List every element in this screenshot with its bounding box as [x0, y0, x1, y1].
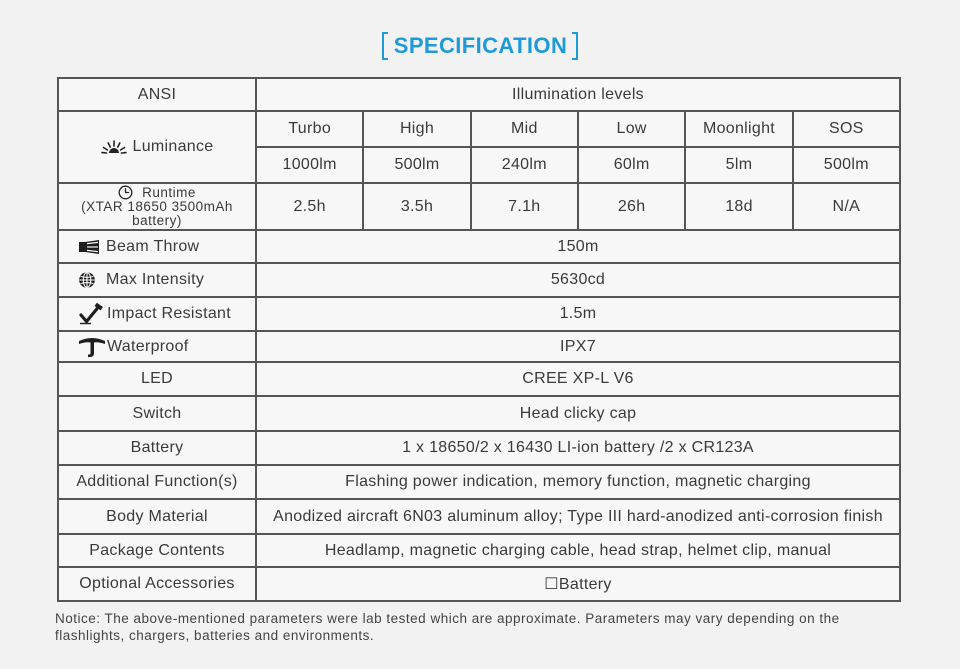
battery-value: 1 x 18650/2 x 16430 LI-ion battery /2 x CR123A — [257, 432, 899, 464]
waterproof-icon — [78, 336, 106, 358]
beam-throw-label: Beam Throw — [106, 237, 200, 255]
battery-label: Battery — [59, 432, 255, 464]
mode-mid: Mid — [472, 112, 577, 146]
luminance-moonlight: 5lm — [686, 148, 791, 182]
runtime-mid: 7.1h — [472, 184, 577, 229]
runtime-moonlight: 18d — [686, 184, 791, 229]
impact-icon — [78, 303, 104, 325]
spec-table — [57, 77, 901, 602]
beam-throw-value: 150m — [257, 231, 899, 262]
switch-value: Head clicky cap — [257, 397, 899, 430]
led-label: LED — [59, 363, 255, 395]
beam-icon — [78, 239, 100, 255]
luminance-label-cell — [59, 112, 255, 182]
runtime-label: Runtime — [142, 184, 196, 200]
body-material-value: Anodized aircraft 6N03 aluminum alloy; Type III hard-anodized anti-corrosion finish — [257, 500, 899, 533]
package-contents-value: Headlamp, magnetic charging cable, head strap, helmet clip, manual — [257, 535, 899, 566]
title-bar — [0, 31, 960, 61]
luminance-high: 500lm — [364, 148, 469, 182]
runtime-label-cell — [59, 184, 255, 229]
mode-low: Low — [579, 112, 684, 146]
runtime-turbo: 2.5h — [257, 184, 362, 229]
runtime-note: (XTAR 18650 3500mAh battery) — [81, 199, 233, 228]
max-intensity-label: Max Intensity — [106, 271, 205, 288]
mode-moonlight: Moonlight — [686, 112, 791, 146]
switch-label: Switch — [59, 397, 255, 430]
header-ansi: ANSI — [59, 79, 255, 110]
mode-sos: SOS — [794, 112, 899, 146]
impact-resistant-value: 1.5m — [257, 298, 899, 330]
clock-icon — [118, 185, 133, 200]
runtime-low: 26h — [579, 184, 684, 229]
mode-turbo: Turbo — [257, 112, 362, 146]
additional-functions-label: Additional Function(s) — [59, 466, 255, 498]
led-value: CREE XP-L V6 — [257, 363, 899, 395]
max-intensity-label-cell — [59, 264, 255, 296]
beam-throw-label-cell — [59, 231, 255, 262]
waterproof-value: IPX7 — [257, 332, 899, 361]
optional-accessories-label: Optional Accessories — [59, 568, 255, 600]
luminance-mid: 240lm — [472, 148, 577, 182]
package-contents-label: Package Contents — [59, 535, 255, 566]
intensity-icon — [78, 271, 96, 289]
notice-text: Notice: The above-mentioned parameters were lab tested which are approximate. Parameters may vary depending on the flashlights, chargers, batteries and environments. — [55, 611, 840, 643]
right-bracket — [572, 32, 578, 60]
luminance-turbo: 1000lm — [257, 148, 362, 182]
runtime-high: 3.5h — [364, 184, 469, 229]
luminance-sos: 500lm — [794, 148, 899, 182]
page-title: SPECIFICATION — [393, 33, 568, 58]
body-material-label: Body Material — [59, 500, 255, 533]
mode-high: High — [364, 112, 469, 146]
waterproof-label: Waterproof — [107, 337, 189, 355]
impact-resistant-label-cell — [59, 298, 255, 330]
runtime-sos: N/A — [794, 184, 899, 229]
additional-functions-value: Flashing power indication, memory function, magnetic charging — [257, 466, 899, 498]
runtime-heading — [118, 185, 196, 200]
luminance-low: 60lm — [579, 148, 684, 182]
sun-icon — [101, 140, 127, 154]
max-intensity-value: 5630cd — [257, 264, 899, 296]
optional-accessories-value: ☐Battery — [257, 568, 899, 600]
luminance-label: Luminance — [132, 138, 214, 155]
waterproof-label-cell — [59, 332, 255, 361]
header-illumination-levels: Illumination levels — [257, 79, 899, 110]
left-bracket — [382, 32, 388, 60]
impact-resistant-label: Impact Resistant — [107, 305, 231, 322]
